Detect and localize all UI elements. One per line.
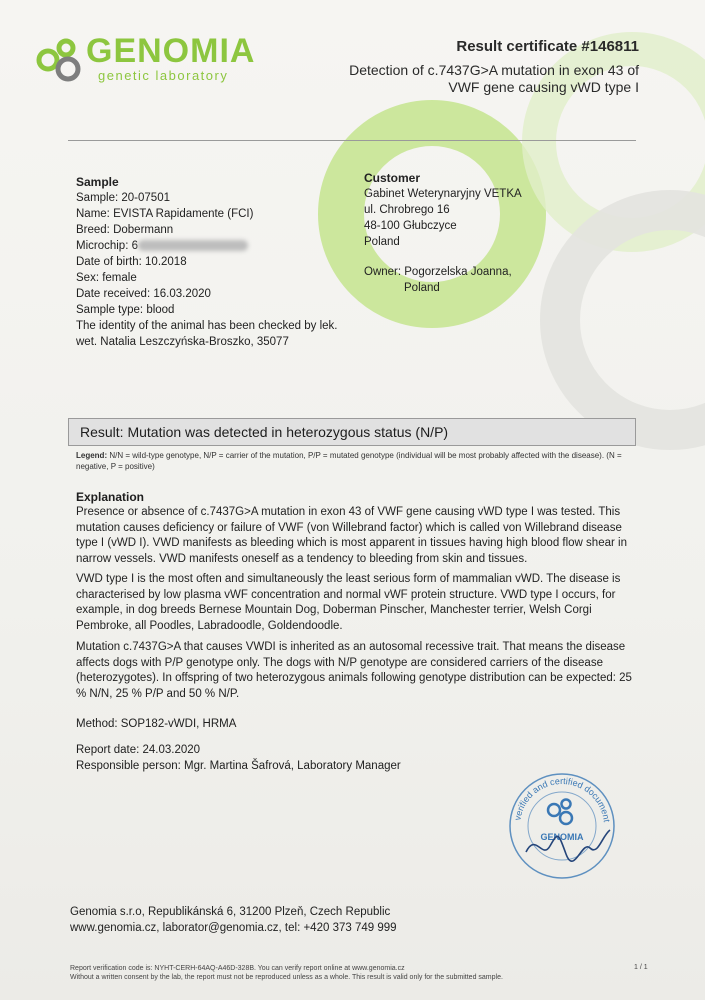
sample-microchip-row bbox=[76, 238, 376, 254]
footer-contact: www.genomia.cz, laborator@genomia.cz, tel: +420 373 749 999 bbox=[70, 922, 397, 934]
sample-type: Sample type: blood bbox=[76, 304, 175, 316]
stamp-brand: GENOMIA bbox=[540, 832, 584, 842]
sample-block bbox=[76, 174, 376, 350]
footer-verification bbox=[70, 964, 590, 982]
footer-address-block bbox=[70, 904, 397, 936]
test-title: Detection of c.7437G>A mutation in exon 43 of VWF gene causing vWD type I bbox=[349, 62, 639, 95]
sample-name: Name: EVISTA Rapidamente (FCI) bbox=[76, 208, 254, 220]
page-number: 1 / 1 bbox=[634, 964, 648, 971]
legend-label: Legend: bbox=[76, 451, 108, 460]
sample-dob: Date of birth: 10.2018 bbox=[76, 256, 187, 268]
legend bbox=[76, 450, 636, 472]
report-info bbox=[76, 743, 401, 774]
sample-received: Date received: 16.03.2020 bbox=[76, 288, 211, 300]
result-text: Result: Mutation was detected in heterozygous status (N/P) bbox=[80, 424, 449, 440]
header-divider bbox=[68, 140, 636, 141]
explanation-paragraph-2: VWD type I is the most often and simultaneously the least serious form of mammalian vWD. The disease is characterised by low plasma vWF concentration and normal vWF protein structure. VWD type I occurs, for example, in dog breeds Bernese Mountain Dog, Doberman Pinscher, Manchester terrier, Welsh Corgi Pembroke, all Poodles, Labradoodle, Goldendoodle. bbox=[76, 573, 621, 632]
customer-heading: Customer bbox=[364, 171, 421, 185]
sample-identity-line2: wet. Natalia Leszczyńska-Broszko, 35077 bbox=[76, 336, 289, 348]
certificate-number: Result certificate #146811 bbox=[456, 38, 639, 55]
customer-line3: 48-100 Głubczyce bbox=[364, 220, 457, 232]
legend-text: N/N = wild-type genotype, N/P = carrier of the mutation, P/P = mutated genotype (individual will be most probably affected with the disease). (N = negative, P = positive) bbox=[76, 451, 622, 471]
customer-line4: Poland bbox=[364, 236, 400, 248]
report-date: Report date: 24.03.2020 bbox=[76, 744, 201, 756]
brand-tagline: genetic laboratory bbox=[98, 68, 229, 83]
customer-line1: Gabinet Weterynaryjny VETKA bbox=[364, 188, 522, 200]
microchip-redaction bbox=[138, 240, 248, 251]
sample-number: Sample: 20-07501 bbox=[76, 192, 170, 204]
reproduction-disclaimer: Without a written consent by the lab, the report must not be reproduced unless as a whole. This result is valid only for the submitted sample. bbox=[70, 974, 503, 981]
sample-breed: Breed: Dobermann bbox=[76, 224, 174, 236]
sample-identity-line1: The identity of the animal has been checked by lek. bbox=[76, 320, 338, 332]
sample-heading: Sample bbox=[76, 175, 119, 189]
sample-microchip: Microchip: 6 bbox=[76, 240, 138, 252]
sample-sex: Sex: female bbox=[76, 272, 137, 284]
explanation-heading: Explanation bbox=[76, 490, 145, 504]
responsible-person: Responsible person: Mgr. Martina Šafrová, Laboratory Manager bbox=[76, 759, 401, 772]
explanation-paragraph-3: Mutation c.7437G>A that causes VWDI is inherited as an autosomal recessive trait. That means the disease affects dogs with P/P genotype only. The dogs with N/P genotype are considered carriers of the disease (heterozygotes). In offspring of two heterozygous animals following genotype distribution can be expected: 25 % N/N, 25 % P/P and 50 % N/P. bbox=[76, 641, 632, 700]
customer-owner-country: Poland bbox=[404, 282, 440, 294]
footer-address: Genomia s.r.o, Republikánská 6, 31200 Plzeň, Czech Republic bbox=[70, 906, 391, 918]
customer-owner: Owner: Pogorzelska Joanna, bbox=[364, 266, 512, 278]
verification-code: Report verification code is: NYHT-CERH-64AQ-A46D-328B. You can verify report online at www.genomia.cz bbox=[70, 965, 405, 972]
stamp-ring-text: verified and certified document bbox=[512, 775, 612, 823]
method: Method: SOP182-vWDI, HRMA bbox=[76, 718, 237, 730]
genomia-logo-icon bbox=[36, 36, 86, 84]
brand-name: GENOMIA bbox=[86, 32, 256, 70]
verification-stamp bbox=[506, 770, 618, 882]
customer-block bbox=[364, 170, 604, 296]
explanation-paragraph-1: Presence or absence of c.7437G>A mutation in exon 43 of VWF gene causing vWD type I was tested. This mutation causes deficiency or failure of VWF (von Willebrand factor) which is called von Willebrand disease type I (vWD I). VWD manifests as bleeding which is most apparent in tissues having high blood flow shear in narrow vessels. VWD manifests oneself as a tendency to bleeding from skin and tissues. bbox=[76, 506, 627, 565]
customer-line2: ul. Chrobrego 16 bbox=[364, 204, 450, 216]
